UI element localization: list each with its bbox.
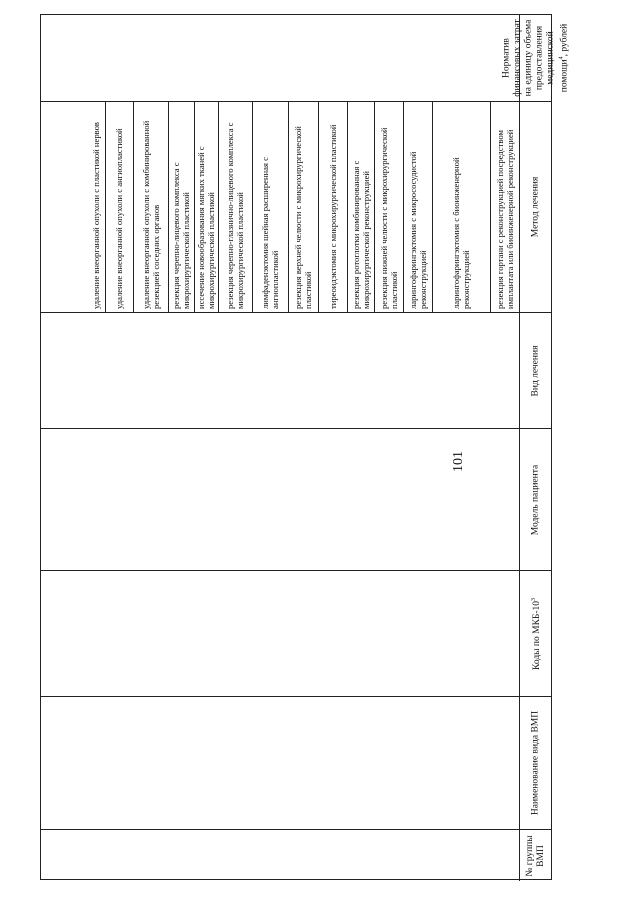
header-norm-cost-text: Норматив финансовых затрат на единицу объема предоставления медицинской помощи [501, 19, 570, 97]
method-text-13: удаление внеорганной опухоли с ангиопластикой [114, 128, 124, 309]
method-cell-3 [403, 102, 432, 312]
page-number: 101 [451, 451, 466, 472]
method-text-5: резекция ротоглотки комбинированная с микрохирургической реконструкцией [350, 160, 371, 309]
method-cell-14 [41, 102, 105, 312]
method-cell-8 [252, 102, 288, 312]
method-cell-12 [133, 102, 168, 312]
header-norm-cost-suffix: , рублей [559, 23, 570, 57]
method-cell-5 [347, 102, 374, 312]
method-text-1: резекция гортани с реконструкцией посредством имплантата или биоинженерной реконструкцией [494, 129, 515, 309]
method-text-2: ларингофарингэктомия с биоинженерной реконструкцией [451, 157, 471, 309]
header-treatment-method [520, 102, 552, 312]
method-cell-1 [490, 102, 519, 312]
method-cell-13 [105, 102, 133, 312]
header-vmp-name [520, 697, 552, 829]
header-patient-model [520, 429, 552, 570]
method-text-6: тиреоидэктомия с микрохирургической пластикой [327, 124, 338, 309]
procedures-table [40, 14, 570, 880]
method-text-4: резекция нижней челюсти с микрохирургической пластикой [378, 127, 399, 309]
method-text-9: резекция черепно-глазнично-лицевого комплекса с микрохирургической пластикой [225, 122, 245, 309]
method-cell-10 [194, 102, 218, 312]
method-text-3: ларингофарингэктомия с микрососудистой реконструкцией [407, 151, 428, 309]
header-icd-codes-text: Коды по МКБ-10 [532, 600, 543, 670]
method-cell-6 [318, 102, 347, 312]
method-text-10: иссечение новообразования мягких тканей с микрохирургической пластикой [196, 146, 216, 309]
header-icd-codes [520, 571, 552, 696]
method-cell-11 [168, 102, 194, 312]
method-text-7: резекция верхней челюсти с микрохирургической пластикой [293, 126, 313, 309]
method-text-8: лимфаденэктомия шейная расширенная с ангиопластикой [260, 157, 280, 309]
header-treatment-method-text: Метод лечения [530, 176, 541, 238]
method-cell-9 [218, 102, 252, 312]
header-treatment-type-text: Вид лечения [530, 345, 541, 396]
header-patient-model-text: Модель пациента [530, 464, 541, 535]
header-group-no [520, 830, 552, 881]
method-cell-4 [374, 102, 403, 312]
header-treatment-type [520, 313, 552, 428]
header-icd-codes-footnote: 3 [530, 597, 537, 601]
header-norm-cost [501, 15, 570, 101]
method-text-11: резекция черепно-лицевого комплекса с микрохирургической пластикой [171, 162, 191, 309]
method-cell-7 [288, 102, 318, 312]
header-vmp-name-text: Наименование вида ВМП [530, 710, 541, 816]
header-norm-cost-footnote: 4 [558, 56, 565, 60]
method-text-14: удаление внеорганной опухоли с пластикой нервов [91, 122, 102, 309]
method-text-12: удаление внеорганной опухоли с комбинированной резекцией соседних органов [140, 120, 161, 309]
header-group-no-text: № группы ВМП [525, 834, 546, 877]
method-cell-2 [432, 102, 490, 312]
